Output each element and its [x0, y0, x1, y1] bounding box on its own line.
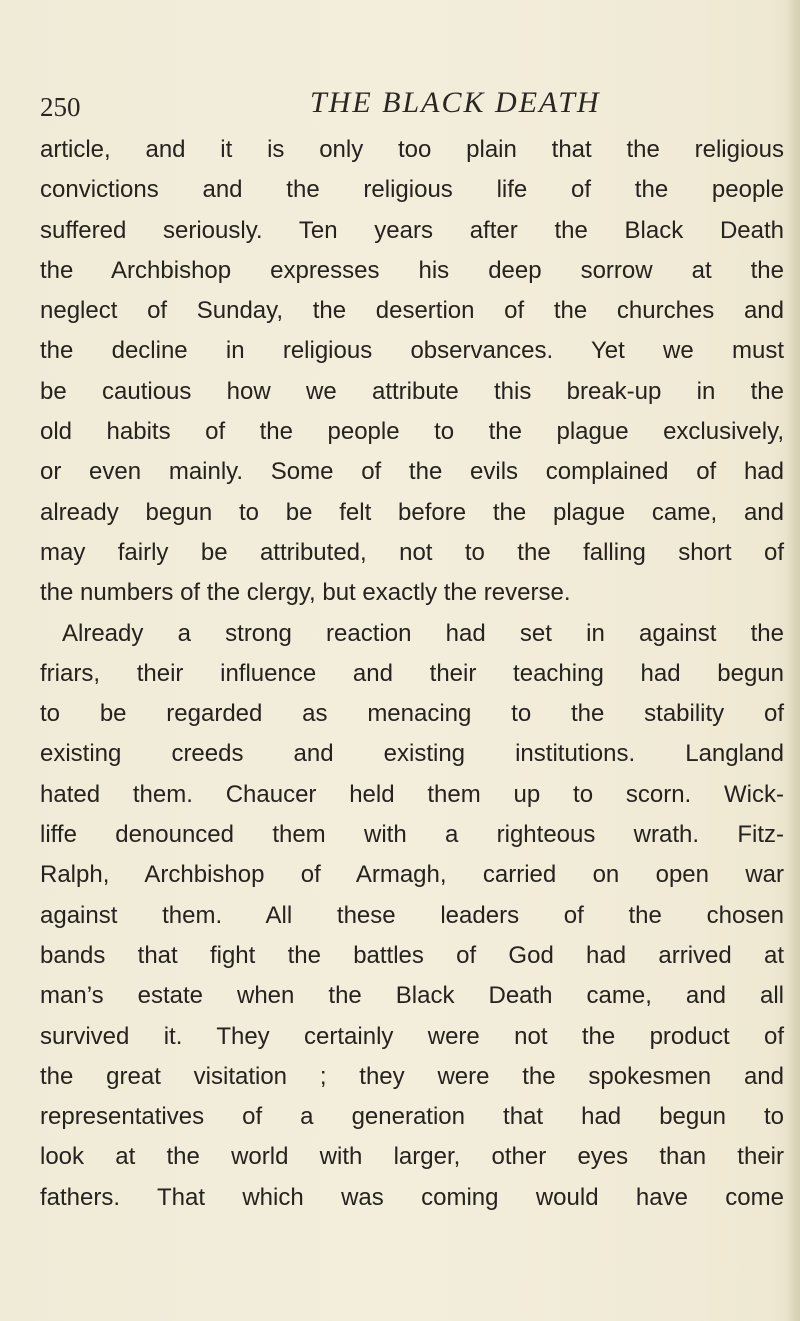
text-line: to be regarded as menacing to the stability of [40, 700, 784, 728]
text-line: be cautious how we attribute this break-up in the [40, 377, 784, 405]
text-line: friars, their influence and their teaching had begun [40, 659, 784, 687]
text-line: existing creeds and existing institutions. Langland [40, 740, 784, 768]
text-line: old habits of the people to the plague exclusively, [40, 418, 784, 446]
text-line: suffered seriously. Ten years after the Black Death [40, 216, 784, 244]
text-line: bands that fight the battles of God had arrived at [40, 941, 784, 969]
body-text [40, 130, 784, 1218]
text-line: may fairly be attributed, not to the falling short of [40, 538, 784, 566]
text-line: the Archbishop expresses his deep sorrow at the [40, 256, 784, 284]
page-edge-shadow [786, 0, 800, 1321]
text-line: convictions and the religious life of the people [40, 176, 784, 204]
text-line: Ralph, Archbishop of Armagh, carried on open war [40, 861, 784, 889]
paragraph-start-line: Already a strong reaction had set in against the [62, 619, 784, 647]
text-line: fathers. That which was coming would have come [40, 1183, 784, 1211]
text-line: look at the world with larger, other eyes than their [40, 1143, 784, 1171]
text-line: or even mainly. Some of the evils complained of had [40, 458, 784, 486]
text-line: the numbers of the clergy, but exactly the reverse. [40, 579, 571, 607]
text-line: representatives of a generation that had begun to [40, 1103, 784, 1131]
text-line: article, and it is only too plain that the religious [40, 136, 784, 163]
text-line: hated them. Chaucer held them up to scorn. Wick- [40, 780, 784, 808]
text-line: already begun to be felt before the plague came, and [40, 498, 784, 526]
page-number: 250 [40, 92, 81, 122]
text-line: man’s estate when the Black Death came, and all [40, 982, 784, 1010]
text-line: liffe denounced them with a righteous wrath. Fitz- [40, 821, 784, 849]
text-line: the decline in religious observances. Yet we must [40, 337, 784, 365]
text-line: the great visitation ; they were the spokesmen and [40, 1062, 784, 1090]
page-header [40, 86, 780, 126]
text-line: against them. All these leaders of the chosen [40, 901, 784, 929]
running-title: THE BLACK DEATH [310, 86, 601, 119]
text-line: neglect of Sunday, the desertion of the churches and [40, 297, 784, 325]
text-line: survived it. They certainly were not the product of [40, 1022, 784, 1050]
